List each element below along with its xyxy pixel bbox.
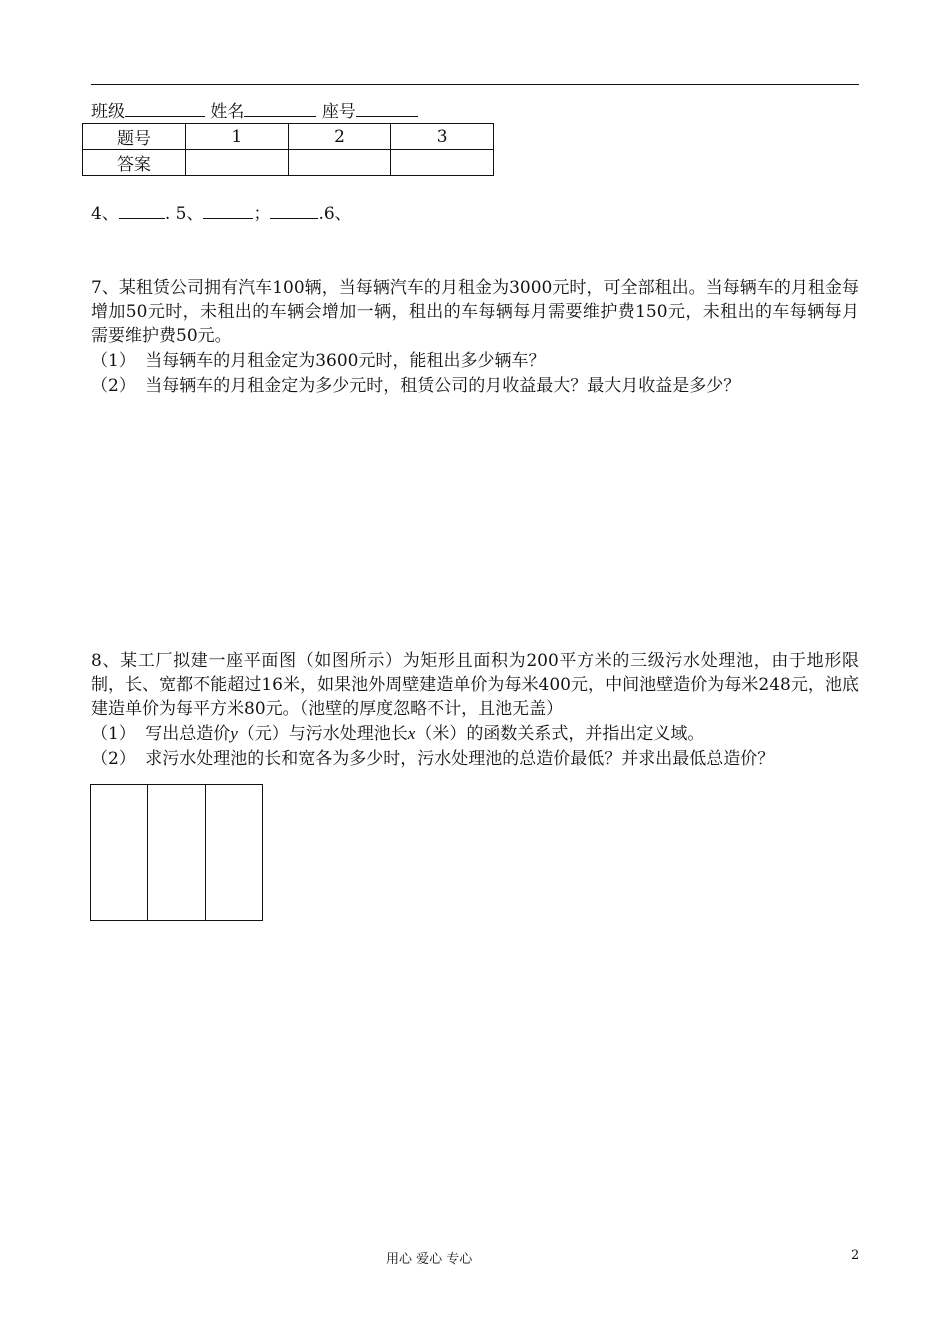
q5-number: . 5、 <box>164 204 204 224</box>
q8-sub1-text-a: 写出总造价 <box>145 724 231 744</box>
fill-in-line <box>91 202 352 225</box>
name-label: 姓名 <box>210 102 245 122</box>
q8-text: 8、某工厂拟建一座平面图（如图所示）为矩形且面积为200平方米的三级污水处理池，由于地形限制，长、宽都不能超过16米，如果池外周壁建造单价为每米400元，中间池壁造价为每米248元，池底建造单价为每平方米80元。（池壁的厚度忽略不计，且池无盖） <box>91 651 859 719</box>
variable-y: y <box>230 724 238 743</box>
q8-sub2-text: 求污水处理池的长和宽各为多少时，污水处理池的总造价最低？并求出最低总造价？ <box>145 749 775 769</box>
q8-subquestion-2 <box>91 748 774 770</box>
pool-diagram <box>90 784 263 921</box>
class-label: 班级 <box>91 102 125 122</box>
seat-blank[interactable] <box>356 100 418 117</box>
q5-blank-1[interactable] <box>203 202 253 219</box>
variable-x: x <box>407 724 416 743</box>
q7-sub1-number: （1） <box>91 351 136 371</box>
header-rule <box>91 84 859 85</box>
page-number: 2 <box>851 1248 860 1263</box>
question-number-cell: 3 <box>391 124 494 150</box>
question-number-cell: 1 <box>186 124 289 150</box>
q7-sub2-text: 当每辆车的月租金定为多少元时，租赁公司的月收益最大？最大月收益是多少？ <box>145 376 741 396</box>
answer-cell[interactable] <box>391 150 494 176</box>
q7-text: 7、某租赁公司拥有汽车100辆，当每辆汽车的月租金为3000元时，可全部租出。当每辆车的月租金每增加50元时，未租出的车辆会增加一辆，租出的车每辆每月需要维护费150元，未租出的车每辆每月需要维护费50元。 <box>91 278 859 346</box>
q4-blank[interactable] <box>119 202 165 219</box>
q8-sub1-number: （1） <box>91 724 136 744</box>
name-blank[interactable] <box>244 100 316 117</box>
q7-sub2-number: （2） <box>91 376 136 396</box>
q8-sub1-text-b: （元）与污水处理池长 <box>237 724 408 744</box>
q7-subquestion-2 <box>91 375 740 397</box>
class-blank[interactable] <box>125 100 205 117</box>
question-number-header: 题号 <box>83 124 186 150</box>
q5-separator: ； <box>253 204 271 224</box>
seat-label: 座号 <box>321 102 356 122</box>
footer-motto: 用心 爱心 专心 <box>386 1252 473 1267</box>
answer-cell[interactable] <box>288 150 391 176</box>
table-row <box>83 150 494 176</box>
q8-sub2-number: （2） <box>91 749 136 769</box>
q6-number: .6、 <box>318 204 352 224</box>
q4-number: 4、 <box>91 204 119 224</box>
q8-subquestion-1 <box>91 723 704 745</box>
q8-sub1-text-c: （米）的函数关系式，并指出定义域。 <box>415 724 705 744</box>
q5-blank-2[interactable] <box>270 202 318 219</box>
q7-subquestion-1 <box>91 350 546 372</box>
table-row <box>83 124 494 150</box>
student-info-line <box>91 100 418 123</box>
pool-section <box>148 785 205 920</box>
question-number-cell: 2 <box>288 124 391 150</box>
answer-header: 答案 <box>83 150 186 176</box>
answer-cell[interactable] <box>186 150 289 176</box>
q7-sub1-text: 当每辆车的月租金定为3600元时，能租出多少辆车？ <box>145 351 546 371</box>
answer-table <box>82 123 494 176</box>
pool-section <box>206 785 262 920</box>
pool-section <box>91 785 148 920</box>
